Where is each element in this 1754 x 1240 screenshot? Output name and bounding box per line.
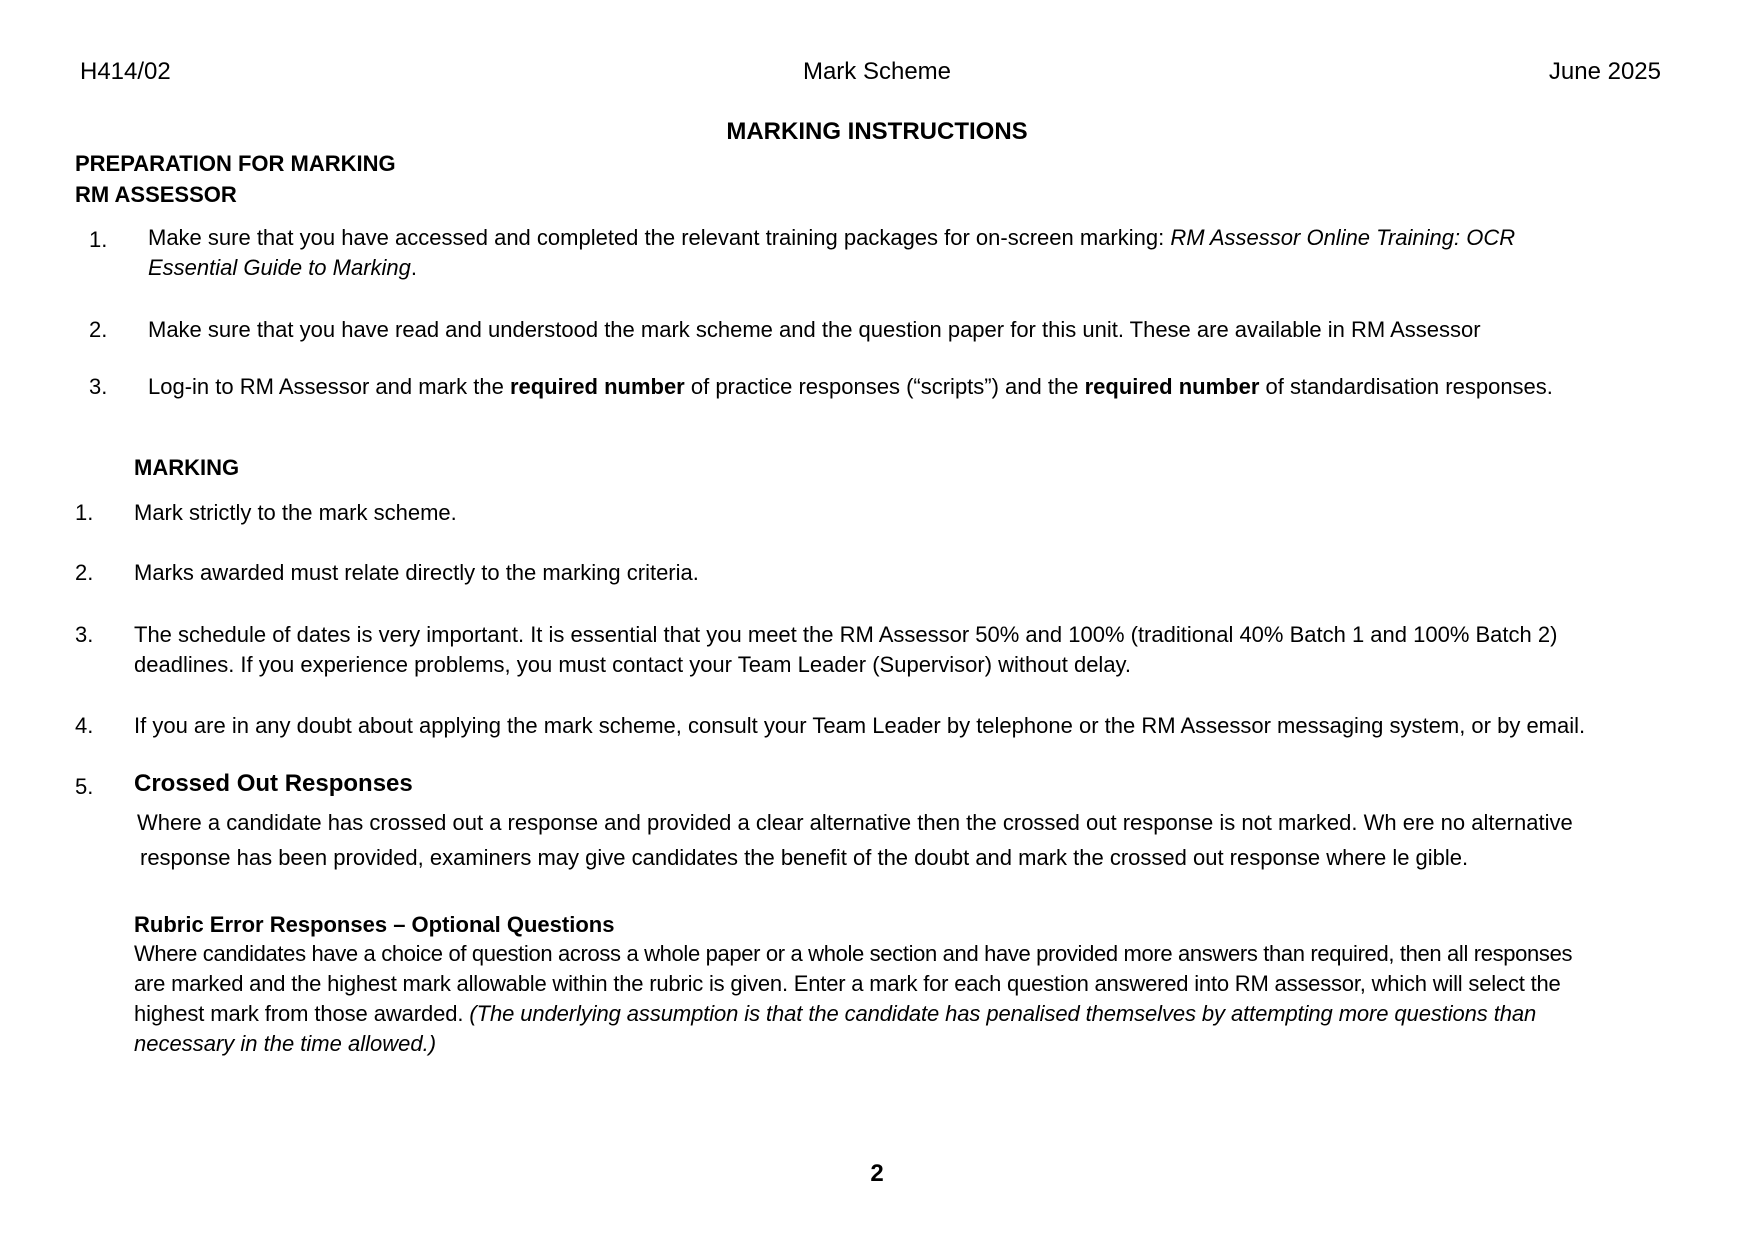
prep-item-1-text-a: Make sure that you have accessed and completed the relevant training packages for on-screen marking:: [148, 225, 1165, 250]
prep-item-2-number: 2.: [89, 317, 108, 342]
marking-item-1-number: 1.: [75, 500, 94, 525]
crossed-out-line-1: Where a candidate has crossed out a response and provided a clear alternative then the crossed out response is not marked. Wh ere no alternative: [137, 810, 1573, 835]
rm-assessor-subheading: RM ASSESSOR: [75, 182, 237, 207]
header-code: H414/02: [80, 58, 171, 85]
rubric-line-3-plain: highest mark from those awarded.: [134, 1001, 470, 1026]
prep-item-1-text: [148, 223, 1668, 283]
prep-item-3-text-b: of practice responses (“scripts”) and the: [684, 374, 1085, 399]
marking-item-1-text: Mark strictly to the mark scheme.: [134, 500, 457, 525]
marking-item-4-number: 4.: [75, 713, 94, 738]
marking-item-2-text: Marks awarded must relate directly to the marking criteria.: [134, 560, 699, 585]
prep-item-1-italic: RM Assessor Online Training: OCR: [1170, 225, 1516, 250]
prep-item-3-text-a: Log-in to RM Assessor and mark the: [148, 374, 510, 399]
marking-heading: MARKING: [134, 455, 240, 480]
marking-item-4-text: If you are in any doubt about applying the mark scheme, consult your Team Leader by telephone or the RM Assessor messaging system, or by email.: [134, 713, 1586, 738]
prep-item-3-bold-2: required number: [1084, 374, 1260, 399]
marking-item-3-line-2: deadlines. If you experience problems, you must contact your Team Leader (Supervisor) without delay.: [134, 652, 1132, 677]
page-number: 2: [870, 1160, 884, 1187]
prep-item-2-text: Make sure that you have read and understood the mark scheme and the question paper for this unit. These are available in RM Assessor: [148, 317, 1481, 342]
preparation-heading: PREPARATION FOR MARKING: [75, 151, 396, 176]
prep-item-1-end: .: [410, 255, 418, 280]
marking-item-3-line-1: The schedule of dates is very important. It is essential that you meet the RM Assessor 50% and 100% (traditional 40% Batch 1 and 100% Batch 2): [134, 622, 1558, 647]
rubric-line-3-italic: (The underlying assumption is that the candidate has penalised themselves by attempting more questions than: [469, 1001, 1537, 1026]
rubric-heading: Rubric Error Responses – Optional Questions: [134, 912, 615, 937]
main-title: MARKING INSTRUCTIONS: [726, 118, 1028, 145]
header-date: June 2025: [1548, 58, 1661, 85]
rubric-line-2: are marked and the highest mark allowable within the rubric is given. Enter a mark for each question answered into RM assessor, which will select the: [134, 971, 1561, 996]
marking-item-3-number: 3.: [75, 622, 94, 647]
crossed-out-heading: Crossed Out Responses: [134, 770, 413, 797]
rubric-line-1: Where candidates have a choice of question across a whole paper or a whole section and have provided more answers than required, then all responses: [134, 941, 1573, 966]
prep-item-3-text-c: of standardisation responses.: [1259, 374, 1553, 399]
crossed-out-line-2: response has been provided, examiners may give candidates the benefit of the doubt and mark the crossed out response where le gible.: [140, 845, 1469, 870]
prep-item-3-bold-1: required number: [509, 374, 685, 399]
rubric-line-4: necessary in the time allowed.): [134, 1031, 437, 1056]
prep-item-1-italic-2: Essential Guide to Marking: [148, 255, 411, 280]
prep-item-3-number: 3.: [89, 374, 108, 399]
header-title: Mark Scheme: [802, 58, 952, 85]
prep-item-3-text: [148, 374, 1553, 400]
marking-item-2-number: 2.: [75, 560, 94, 585]
prep-item-1-number: 1.: [89, 227, 108, 252]
rubric-line-3: [134, 1001, 1536, 1027]
marking-item-5-number: 5.: [75, 774, 94, 799]
